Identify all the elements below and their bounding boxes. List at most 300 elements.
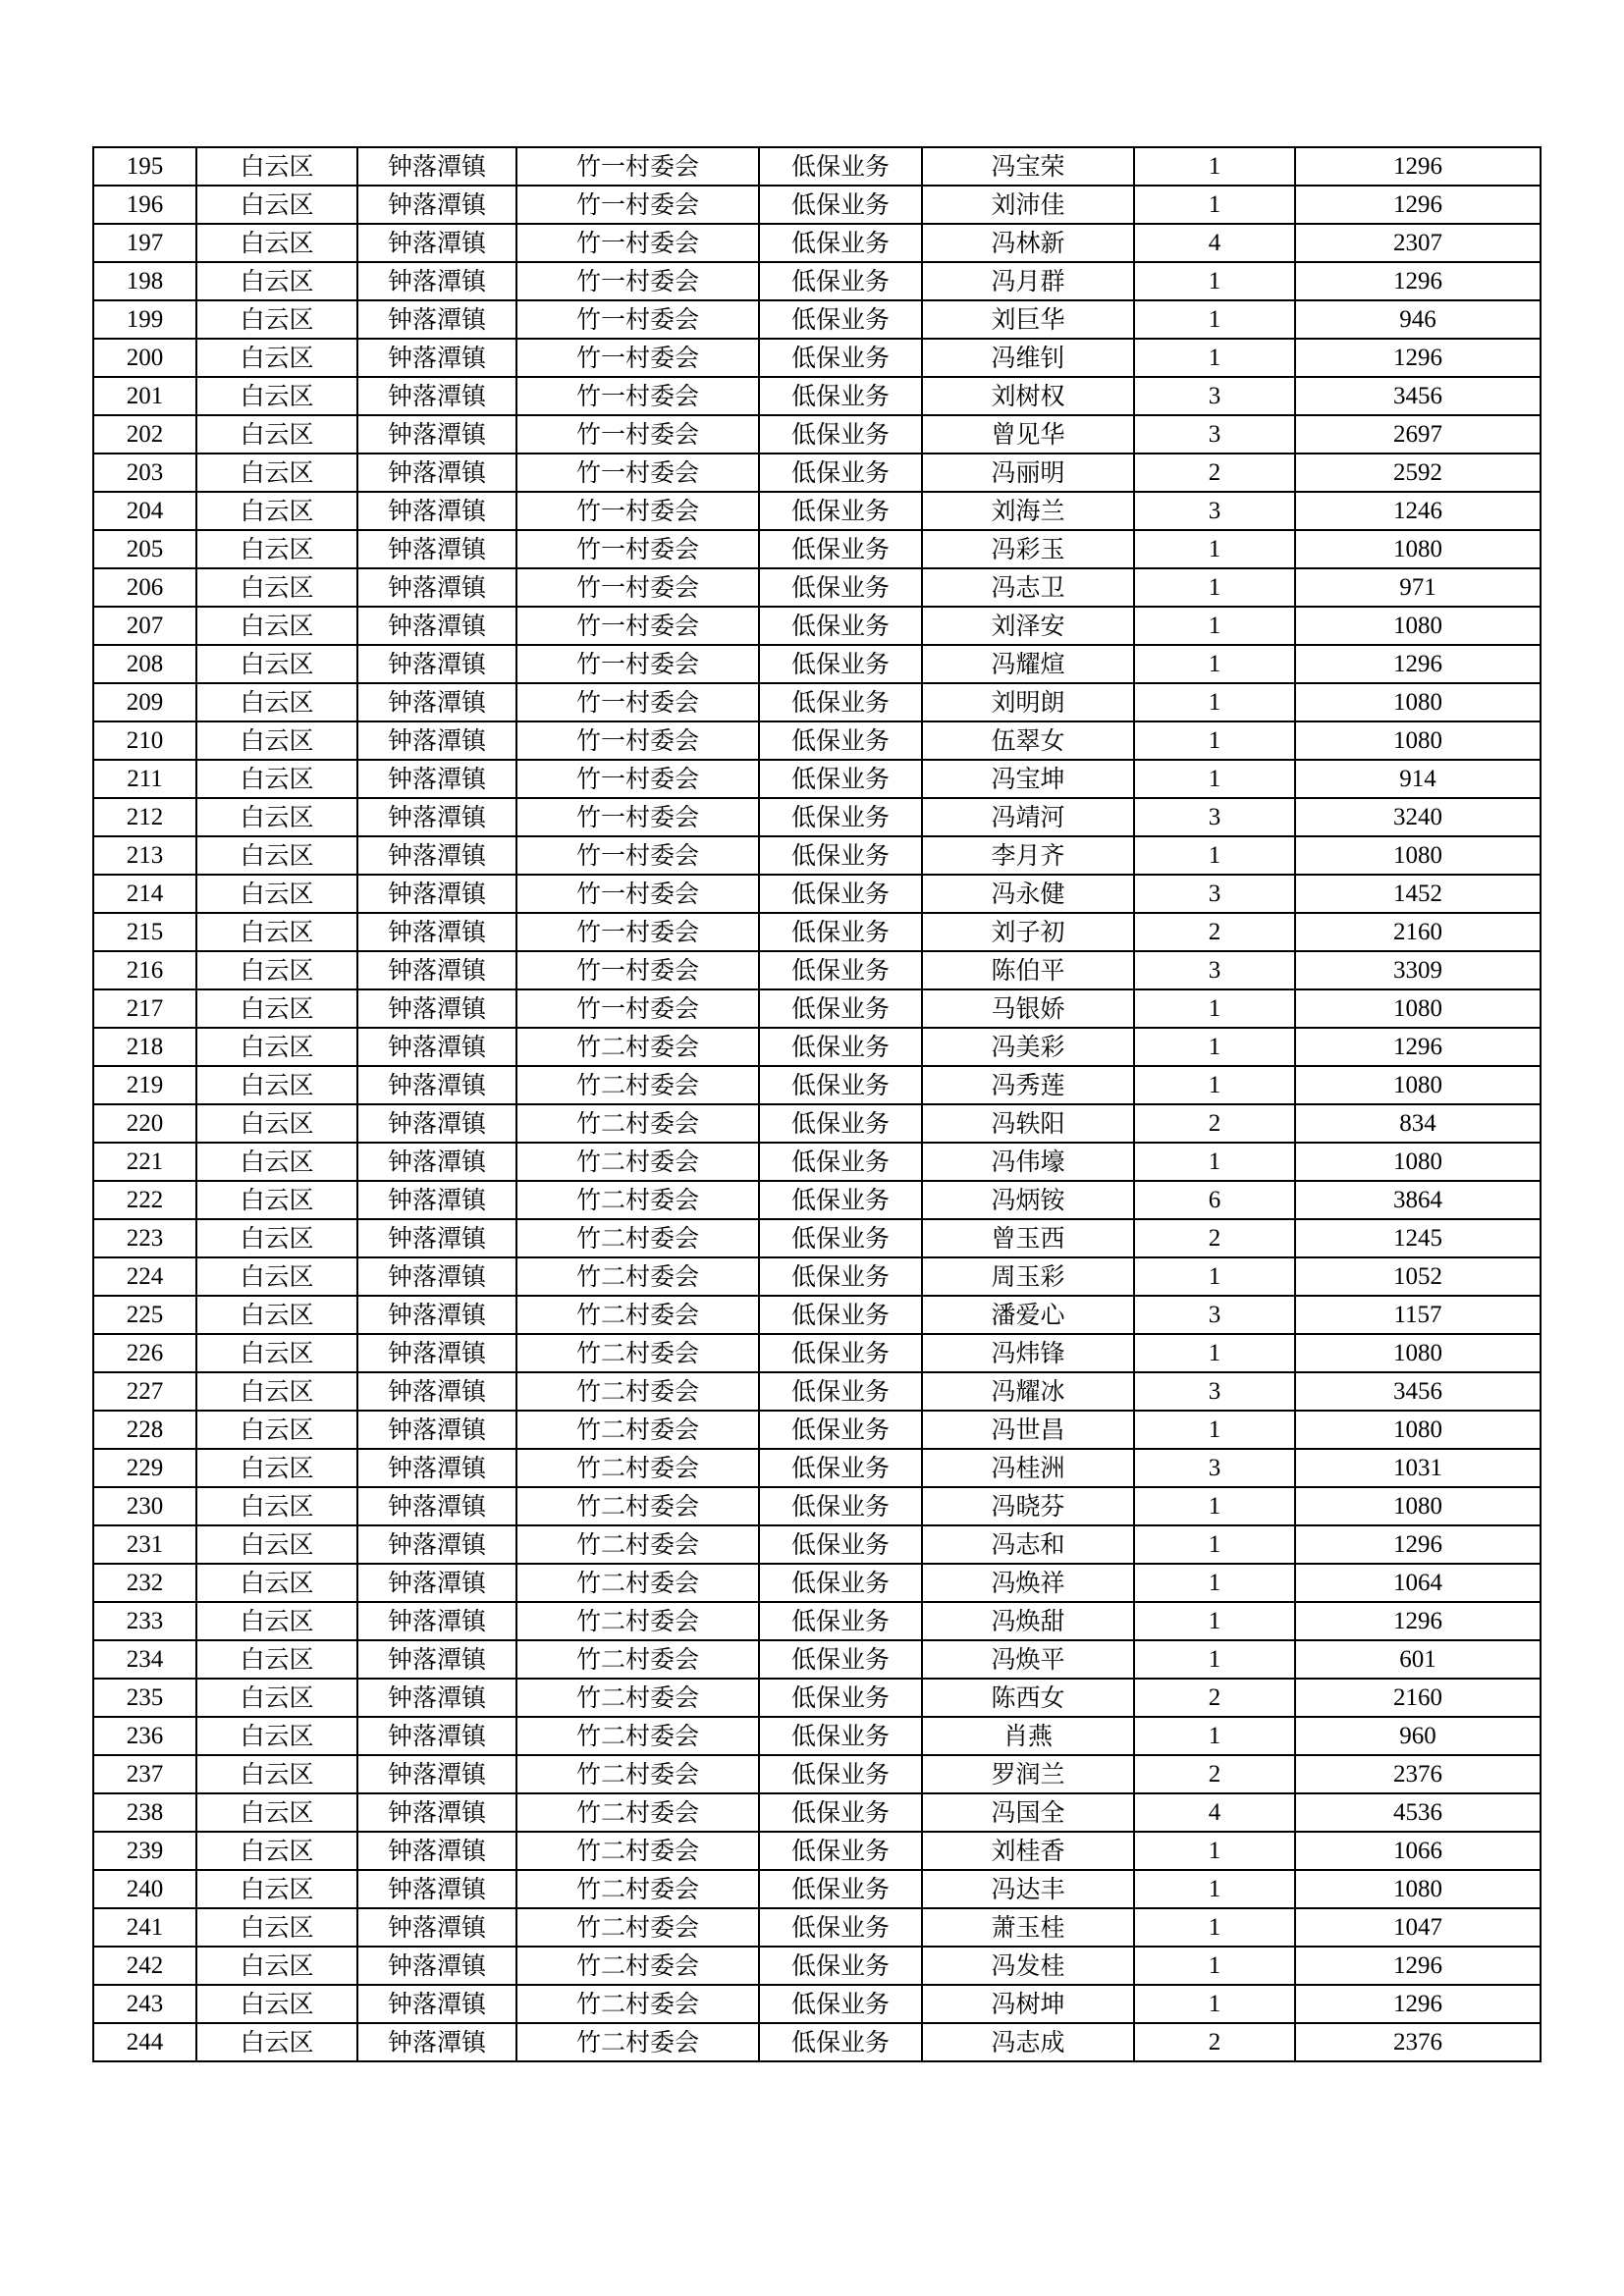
amount-cell: 1296 [1295, 147, 1541, 186]
household-size-cell: 2 [1134, 454, 1295, 492]
amount-cell: 1047 [1295, 1908, 1541, 1947]
town-cell: 钟落潭镇 [357, 645, 516, 683]
seq-cell: 215 [93, 913, 196, 951]
amount-cell: 3309 [1295, 951, 1541, 989]
district-cell: 白云区 [196, 1602, 357, 1640]
town-cell: 钟落潭镇 [357, 224, 516, 262]
name-cell: 曾玉西 [922, 1219, 1134, 1257]
name-cell: 刘子初 [922, 913, 1134, 951]
business-cell: 低保业务 [759, 1372, 922, 1411]
amount-cell: 1245 [1295, 1219, 1541, 1257]
district-cell: 白云区 [196, 607, 357, 645]
name-cell: 冯炳铵 [922, 1181, 1134, 1219]
household-size-cell: 1 [1134, 1947, 1295, 1985]
household-size-cell: 1 [1134, 645, 1295, 683]
town-cell: 钟落潭镇 [357, 1525, 516, 1564]
household-size-cell: 4 [1134, 224, 1295, 262]
household-size-cell: 1 [1134, 339, 1295, 377]
name-cell: 冯国全 [922, 1793, 1134, 1832]
name-cell: 刘桂香 [922, 1832, 1134, 1870]
household-size-cell: 1 [1134, 530, 1295, 568]
seq-cell: 232 [93, 1564, 196, 1602]
village-cell: 竹一村委会 [516, 377, 759, 415]
business-cell: 低保业务 [759, 300, 922, 339]
town-cell: 钟落潭镇 [357, 1832, 516, 1870]
village-cell: 竹一村委会 [516, 913, 759, 951]
village-cell: 竹二村委会 [516, 1985, 759, 2023]
table-row [93, 568, 1541, 607]
household-size-cell: 3 [1134, 875, 1295, 913]
table-row [93, 1219, 1541, 1257]
town-cell: 钟落潭镇 [357, 186, 516, 224]
table-row [93, 1181, 1541, 1219]
household-size-cell: 3 [1134, 1296, 1295, 1334]
amount-cell: 1080 [1295, 1066, 1541, 1104]
household-size-cell: 1 [1134, 1985, 1295, 2023]
name-cell: 潘爱心 [922, 1296, 1134, 1334]
name-cell: 冯志成 [922, 2023, 1134, 2061]
business-cell: 低保业务 [759, 377, 922, 415]
district-cell: 白云区 [196, 913, 357, 951]
table-row [93, 1372, 1541, 1411]
household-size-cell: 1 [1134, 300, 1295, 339]
table-row [93, 1679, 1541, 1717]
table-row [93, 1525, 1541, 1564]
district-cell: 白云区 [196, 1219, 357, 1257]
village-cell: 竹二村委会 [516, 1679, 759, 1717]
household-size-cell: 1 [1134, 1143, 1295, 1181]
amount-cell: 3240 [1295, 798, 1541, 836]
table-row [93, 492, 1541, 530]
business-cell: 低保业务 [759, 1908, 922, 1947]
name-cell: 冯炜锋 [922, 1334, 1134, 1372]
seq-cell: 233 [93, 1602, 196, 1640]
table-row [93, 1564, 1541, 1602]
business-cell: 低保业务 [759, 951, 922, 989]
district-cell: 白云区 [196, 683, 357, 721]
district-cell: 白云区 [196, 951, 357, 989]
table-row [93, 1908, 1541, 1947]
household-size-cell: 2 [1134, 2023, 1295, 2061]
name-cell: 冯月群 [922, 262, 1134, 300]
table-row [93, 798, 1541, 836]
village-cell: 竹一村委会 [516, 492, 759, 530]
name-cell: 冯维钊 [922, 339, 1134, 377]
seq-cell: 225 [93, 1296, 196, 1334]
seq-cell: 208 [93, 645, 196, 683]
village-cell: 竹二村委会 [516, 1870, 759, 1908]
amount-cell: 834 [1295, 1104, 1541, 1143]
amount-cell: 946 [1295, 300, 1541, 339]
district-cell: 白云区 [196, 300, 357, 339]
business-cell: 低保业务 [759, 224, 922, 262]
assistance-table [92, 146, 1542, 2062]
village-cell: 竹一村委会 [516, 951, 759, 989]
table-row [93, 1028, 1541, 1066]
district-cell: 白云区 [196, 760, 357, 798]
name-cell: 冯达丰 [922, 1870, 1134, 1908]
district-cell: 白云区 [196, 645, 357, 683]
town-cell: 钟落潭镇 [357, 1066, 516, 1104]
name-cell: 冯彩玉 [922, 530, 1134, 568]
business-cell: 低保业务 [759, 1143, 922, 1181]
household-size-cell: 1 [1134, 147, 1295, 186]
seq-cell: 207 [93, 607, 196, 645]
amount-cell: 601 [1295, 1640, 1541, 1679]
town-cell: 钟落潭镇 [357, 607, 516, 645]
business-cell: 低保业务 [759, 1717, 922, 1755]
table-row [93, 415, 1541, 454]
household-size-cell: 1 [1134, 721, 1295, 760]
seq-cell: 244 [93, 2023, 196, 2061]
seq-cell: 216 [93, 951, 196, 989]
village-cell: 竹二村委会 [516, 1947, 759, 1985]
seq-cell: 209 [93, 683, 196, 721]
table-row [93, 1793, 1541, 1832]
amount-cell: 1296 [1295, 1947, 1541, 1985]
village-cell: 竹一村委会 [516, 454, 759, 492]
table-row [93, 1717, 1541, 1755]
name-cell: 冯树坤 [922, 1985, 1134, 2023]
table-row [93, 1640, 1541, 1679]
town-cell: 钟落潭镇 [357, 415, 516, 454]
table-row [93, 1487, 1541, 1525]
amount-cell: 2160 [1295, 1679, 1541, 1717]
business-cell: 低保业务 [759, 760, 922, 798]
village-cell: 竹二村委会 [516, 1755, 759, 1793]
household-size-cell: 2 [1134, 913, 1295, 951]
business-cell: 低保业务 [759, 1104, 922, 1143]
district-cell: 白云区 [196, 1525, 357, 1564]
amount-cell: 1080 [1295, 989, 1541, 1028]
household-size-cell: 1 [1134, 683, 1295, 721]
name-cell: 刘海兰 [922, 492, 1134, 530]
seq-cell: 241 [93, 1908, 196, 1947]
name-cell: 冯发桂 [922, 1947, 1134, 1985]
town-cell: 钟落潭镇 [357, 1985, 516, 2023]
amount-cell: 1296 [1295, 645, 1541, 683]
village-cell: 竹一村委会 [516, 721, 759, 760]
town-cell: 钟落潭镇 [357, 760, 516, 798]
name-cell: 冯伟壕 [922, 1143, 1134, 1181]
household-size-cell: 2 [1134, 1219, 1295, 1257]
name-cell: 周玉彩 [922, 1257, 1134, 1296]
table-row [93, 1296, 1541, 1334]
seq-cell: 227 [93, 1372, 196, 1411]
district-cell: 白云区 [196, 1985, 357, 2023]
village-cell: 竹一村委会 [516, 147, 759, 186]
name-cell: 刘明朗 [922, 683, 1134, 721]
household-size-cell: 1 [1134, 836, 1295, 875]
amount-cell: 3456 [1295, 1372, 1541, 1411]
amount-cell: 2592 [1295, 454, 1541, 492]
district-cell: 白云区 [196, 186, 357, 224]
business-cell: 低保业务 [759, 836, 922, 875]
household-size-cell: 3 [1134, 1449, 1295, 1487]
amount-cell: 960 [1295, 1717, 1541, 1755]
name-cell: 李月齐 [922, 836, 1134, 875]
district-cell: 白云区 [196, 1181, 357, 1219]
seq-cell: 224 [93, 1257, 196, 1296]
household-size-cell: 2 [1134, 1104, 1295, 1143]
district-cell: 白云区 [196, 1143, 357, 1181]
district-cell: 白云区 [196, 530, 357, 568]
seq-cell: 226 [93, 1334, 196, 1372]
town-cell: 钟落潭镇 [357, 1219, 516, 1257]
district-cell: 白云区 [196, 1487, 357, 1525]
business-cell: 低保业务 [759, 568, 922, 607]
name-cell: 刘沛佳 [922, 186, 1134, 224]
household-size-cell: 1 [1134, 1334, 1295, 1372]
business-cell: 低保业务 [759, 262, 922, 300]
business-cell: 低保业务 [759, 147, 922, 186]
district-cell: 白云区 [196, 339, 357, 377]
town-cell: 钟落潭镇 [357, 683, 516, 721]
village-cell: 竹二村委会 [516, 1104, 759, 1143]
amount-cell: 971 [1295, 568, 1541, 607]
business-cell: 低保业务 [759, 1793, 922, 1832]
village-cell: 竹一村委会 [516, 186, 759, 224]
town-cell: 钟落潭镇 [357, 377, 516, 415]
business-cell: 低保业务 [759, 875, 922, 913]
business-cell: 低保业务 [759, 530, 922, 568]
village-cell: 竹二村委会 [516, 1640, 759, 1679]
household-size-cell: 1 [1134, 1908, 1295, 1947]
household-size-cell: 3 [1134, 377, 1295, 415]
village-cell: 竹二村委会 [516, 1066, 759, 1104]
seq-cell: 214 [93, 875, 196, 913]
district-cell: 白云区 [196, 1066, 357, 1104]
table-row [93, 186, 1541, 224]
amount-cell: 2160 [1295, 913, 1541, 951]
amount-cell: 1080 [1295, 1870, 1541, 1908]
table-row [93, 1334, 1541, 1372]
business-cell: 低保业务 [759, 1296, 922, 1334]
business-cell: 低保业务 [759, 1257, 922, 1296]
amount-cell: 2307 [1295, 224, 1541, 262]
amount-cell: 1080 [1295, 1487, 1541, 1525]
name-cell: 冯丽明 [922, 454, 1134, 492]
business-cell: 低保业务 [759, 798, 922, 836]
amount-cell: 1246 [1295, 492, 1541, 530]
town-cell: 钟落潭镇 [357, 1487, 516, 1525]
village-cell: 竹二村委会 [516, 2023, 759, 2061]
village-cell: 竹一村委会 [516, 798, 759, 836]
town-cell: 钟落潭镇 [357, 492, 516, 530]
amount-cell: 3864 [1295, 1181, 1541, 1219]
seq-cell: 210 [93, 721, 196, 760]
household-size-cell: 3 [1134, 951, 1295, 989]
town-cell: 钟落潭镇 [357, 1028, 516, 1066]
seq-cell: 201 [93, 377, 196, 415]
seq-cell: 203 [93, 454, 196, 492]
village-cell: 竹一村委会 [516, 568, 759, 607]
seq-cell: 222 [93, 1181, 196, 1219]
household-size-cell: 6 [1134, 1181, 1295, 1219]
town-cell: 钟落潭镇 [357, 1947, 516, 1985]
seq-cell: 220 [93, 1104, 196, 1143]
table-row [93, 1104, 1541, 1143]
town-cell: 钟落潭镇 [357, 1640, 516, 1679]
seq-cell: 213 [93, 836, 196, 875]
town-cell: 钟落潭镇 [357, 913, 516, 951]
district-cell: 白云区 [196, 798, 357, 836]
town-cell: 钟落潭镇 [357, 147, 516, 186]
amount-cell: 1296 [1295, 262, 1541, 300]
household-size-cell: 1 [1134, 1525, 1295, 1564]
table-row [93, 300, 1541, 339]
village-cell: 竹一村委会 [516, 224, 759, 262]
table-row [93, 377, 1541, 415]
seq-cell: 230 [93, 1487, 196, 1525]
village-cell: 竹二村委会 [516, 1257, 759, 1296]
name-cell: 刘树权 [922, 377, 1134, 415]
table-row [93, 607, 1541, 645]
table-row [93, 530, 1541, 568]
business-cell: 低保业务 [759, 415, 922, 454]
district-cell: 白云区 [196, 1640, 357, 1679]
town-cell: 钟落潭镇 [357, 1793, 516, 1832]
household-size-cell: 1 [1134, 1564, 1295, 1602]
name-cell: 冯美彩 [922, 1028, 1134, 1066]
household-size-cell: 1 [1134, 1602, 1295, 1640]
table-row [93, 2023, 1541, 2061]
name-cell: 曾见华 [922, 415, 1134, 454]
household-size-cell: 1 [1134, 1257, 1295, 1296]
village-cell: 竹二村委会 [516, 1564, 759, 1602]
table-row [93, 760, 1541, 798]
amount-cell: 1296 [1295, 1028, 1541, 1066]
household-size-cell: 1 [1134, 1028, 1295, 1066]
business-cell: 低保业务 [759, 1985, 922, 2023]
household-size-cell: 1 [1134, 989, 1295, 1028]
village-cell: 竹一村委会 [516, 760, 759, 798]
name-cell: 肖燕 [922, 1717, 1134, 1755]
village-cell: 竹二村委会 [516, 1219, 759, 1257]
village-cell: 竹二村委会 [516, 1334, 759, 1372]
name-cell: 冯靖河 [922, 798, 1134, 836]
town-cell: 钟落潭镇 [357, 1372, 516, 1411]
district-cell: 白云区 [196, 1679, 357, 1717]
table-row [93, 262, 1541, 300]
town-cell: 钟落潭镇 [357, 1602, 516, 1640]
seq-cell: 205 [93, 530, 196, 568]
business-cell: 低保业务 [759, 454, 922, 492]
seq-cell: 238 [93, 1793, 196, 1832]
seq-cell: 219 [93, 1066, 196, 1104]
business-cell: 低保业务 [759, 1602, 922, 1640]
table-row [93, 1870, 1541, 1908]
village-cell: 竹一村委会 [516, 875, 759, 913]
town-cell: 钟落潭镇 [357, 1334, 516, 1372]
district-cell: 白云区 [196, 1411, 357, 1449]
table-row [93, 339, 1541, 377]
business-cell: 低保业务 [759, 1219, 922, 1257]
town-cell: 钟落潭镇 [357, 262, 516, 300]
amount-cell: 4536 [1295, 1793, 1541, 1832]
business-cell: 低保业务 [759, 1066, 922, 1104]
town-cell: 钟落潭镇 [357, 1411, 516, 1449]
name-cell: 陈伯平 [922, 951, 1134, 989]
business-cell: 低保业务 [759, 1679, 922, 1717]
town-cell: 钟落潭镇 [357, 1564, 516, 1602]
town-cell: 钟落潭镇 [357, 1257, 516, 1296]
seq-cell: 221 [93, 1143, 196, 1181]
household-size-cell: 2 [1134, 1679, 1295, 1717]
seq-cell: 234 [93, 1640, 196, 1679]
amount-cell: 3456 [1295, 377, 1541, 415]
amount-cell: 914 [1295, 760, 1541, 798]
table-row [93, 454, 1541, 492]
table-row [93, 1257, 1541, 1296]
name-cell: 冯林新 [922, 224, 1134, 262]
amount-cell: 1452 [1295, 875, 1541, 913]
amount-cell: 2376 [1295, 2023, 1541, 2061]
household-size-cell: 1 [1134, 760, 1295, 798]
table-row [93, 836, 1541, 875]
business-cell: 低保业务 [759, 1334, 922, 1372]
amount-cell: 1080 [1295, 836, 1541, 875]
district-cell: 白云区 [196, 377, 357, 415]
household-size-cell: 1 [1134, 1832, 1295, 1870]
business-cell: 低保业务 [759, 339, 922, 377]
seq-cell: 231 [93, 1525, 196, 1564]
seq-cell: 200 [93, 339, 196, 377]
name-cell: 冯永健 [922, 875, 1134, 913]
amount-cell: 1066 [1295, 1832, 1541, 1870]
seq-cell: 195 [93, 147, 196, 186]
district-cell: 白云区 [196, 1832, 357, 1870]
seq-cell: 197 [93, 224, 196, 262]
table-row [93, 1411, 1541, 1449]
town-cell: 钟落潭镇 [357, 1755, 516, 1793]
name-cell: 萧玉桂 [922, 1908, 1134, 1947]
town-cell: 钟落潭镇 [357, 1717, 516, 1755]
amount-cell: 2697 [1295, 415, 1541, 454]
district-cell: 白云区 [196, 262, 357, 300]
table-row [93, 913, 1541, 951]
town-cell: 钟落潭镇 [357, 989, 516, 1028]
amount-cell: 1157 [1295, 1296, 1541, 1334]
name-cell: 冯志和 [922, 1525, 1134, 1564]
amount-cell: 1031 [1295, 1449, 1541, 1487]
name-cell: 马银娇 [922, 989, 1134, 1028]
seq-cell: 243 [93, 1985, 196, 2023]
seq-cell: 198 [93, 262, 196, 300]
village-cell: 竹二村委会 [516, 1525, 759, 1564]
district-cell: 白云区 [196, 492, 357, 530]
town-cell: 钟落潭镇 [357, 530, 516, 568]
village-cell: 竹二村委会 [516, 1296, 759, 1334]
district-cell: 白云区 [196, 1296, 357, 1334]
table-row [93, 1143, 1541, 1181]
district-cell: 白云区 [196, 836, 357, 875]
table-row [93, 721, 1541, 760]
town-cell: 钟落潭镇 [357, 1104, 516, 1143]
amount-cell: 1080 [1295, 530, 1541, 568]
business-cell: 低保业务 [759, 1525, 922, 1564]
household-size-cell: 1 [1134, 1640, 1295, 1679]
village-cell: 竹一村委会 [516, 989, 759, 1028]
amount-cell: 1296 [1295, 1602, 1541, 1640]
town-cell: 钟落潭镇 [357, 1296, 516, 1334]
table-row [93, 875, 1541, 913]
town-cell: 钟落潭镇 [357, 721, 516, 760]
business-cell: 低保业务 [759, 1028, 922, 1066]
table-row [93, 1985, 1541, 2023]
amount-cell: 1064 [1295, 1564, 1541, 1602]
district-cell: 白云区 [196, 1449, 357, 1487]
